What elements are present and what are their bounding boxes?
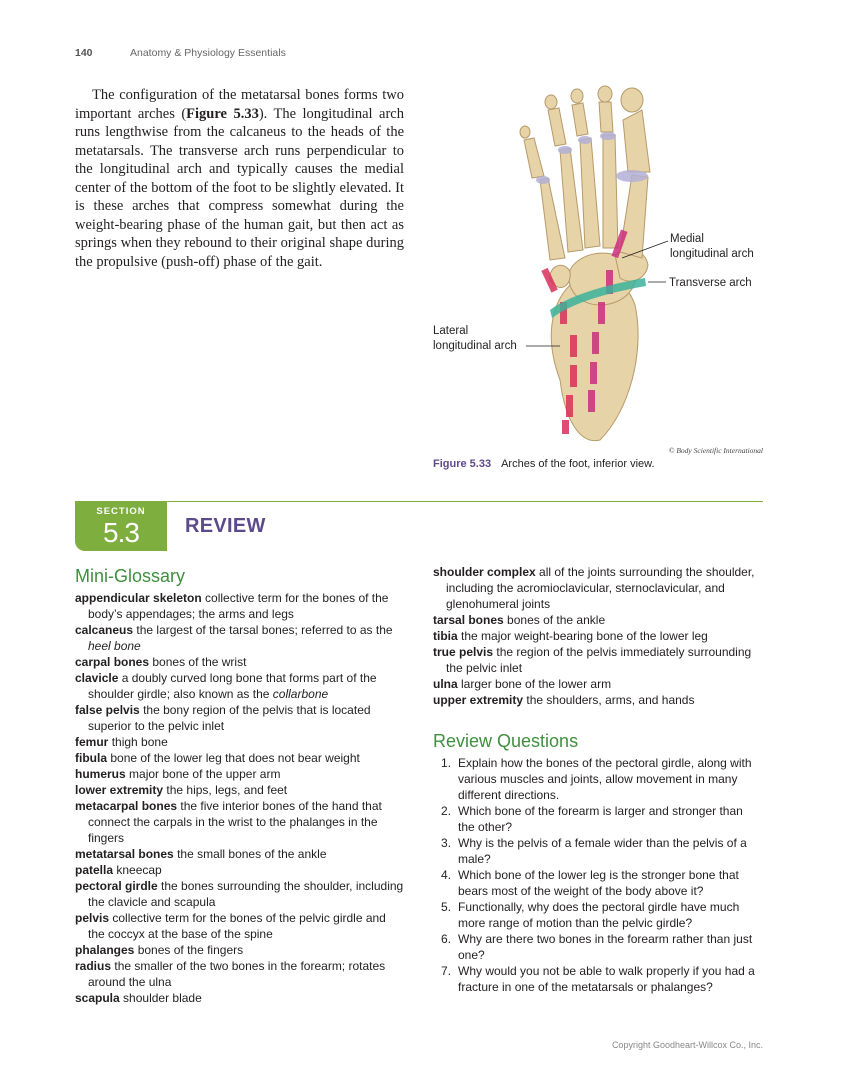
glossary-entry: [75, 862, 405, 878]
question-text: Explain how the bones of the pectoral girdle, along with various muscles and joints, allow movement in many different directions.: [458, 756, 752, 802]
glossary-term: pectoral girdle: [75, 879, 158, 893]
question-number: 2.: [441, 804, 452, 818]
glossary-definition: a doubly curved long bone that forms part of the shoulder girdle; also known as the: [88, 671, 377, 701]
glossary-definition: the largest of the tarsal bones; referred to as the: [136, 623, 393, 637]
glossary-entry: [75, 654, 405, 670]
glossary-entry: [75, 958, 405, 990]
glossary-definition: kneecap: [116, 863, 162, 877]
glossary-term: true pelvis: [433, 645, 494, 659]
glossary-term: femur: [75, 735, 109, 749]
figure-reference: Figure 5.33: [186, 105, 259, 122]
glossary-entry: [75, 622, 405, 654]
glossary-entry: [433, 692, 766, 708]
lateral-arch-label: Lateral longitudinal arch: [433, 325, 517, 352]
glossary-definition: all of the joints surrounding the shoulder, including the acromioclavicular, sternoclavicular, and glenohumeral joints: [446, 565, 755, 611]
glossary-definition: the shoulders, arms, and hands: [526, 693, 695, 707]
glossary-entry: [75, 910, 405, 942]
question-number: 6.: [441, 932, 452, 946]
glossary-entry: [433, 676, 766, 692]
review-question: [433, 803, 758, 835]
glossary-entry: [433, 612, 766, 628]
glossary-term: upper extremity: [433, 693, 524, 707]
glossary-entry: [75, 734, 405, 750]
question-text: Which bone of the forearm is larger and stronger than the other?: [458, 804, 743, 834]
glossary-entry: [433, 628, 766, 644]
glossary-entry: [75, 590, 405, 622]
glossary-emphasis: collarbone: [272, 687, 329, 701]
question-text: Which bone of the lower leg is the stronger bone that bears most of the weight of the body above it?: [458, 868, 739, 898]
glossary-term: phalanges: [75, 943, 135, 957]
glossary-term: clavicle: [75, 671, 119, 685]
running-header-title: Anatomy & Physiology Essentials: [130, 47, 286, 59]
question-number: 1.: [441, 756, 452, 770]
glossary-term: metatarsal bones: [75, 847, 174, 861]
review-questions-heading: Review Questions: [433, 731, 579, 751]
glossary-term: carpal bones: [75, 655, 150, 669]
review-question: [433, 755, 758, 803]
glossary-definition: shoulder blade: [123, 991, 202, 1005]
glossary-term: appendicular skeleton: [75, 591, 202, 605]
medial-arch-label: Medial longitudinal arch: [670, 233, 754, 260]
review-question: [433, 963, 758, 995]
review-question: [433, 899, 758, 931]
glossary-definition: collective term for the bones of the pelvic girdle and the coccyx at the base of the spine: [88, 911, 386, 941]
glossary-term: pelvis: [75, 911, 110, 925]
question-text: Functionally, why does the pectoral girdle have much more range of motion than the pelvic girdle?: [458, 900, 740, 930]
section-number: 5.3: [103, 517, 139, 548]
glossary-definition: bone of the lower leg that does not bear weight: [110, 751, 360, 765]
glossary-definition: the five interior bones of the hand that connect the carpals in the wrist to the phalanges in the fingers: [88, 799, 382, 845]
intro-text-before: The configuration of the metatarsal bones forms two important arches (: [75, 87, 404, 122]
transverse-arch-label: Transverse arch: [669, 277, 752, 289]
glossary-entry: [75, 766, 405, 782]
question-number: 4.: [441, 868, 452, 882]
glossary-definition: the hips, legs, and feet: [166, 783, 288, 797]
glossary-definition: the smaller of the two bones in the forearm; rotates around the ulna: [88, 959, 386, 989]
question-text: Why is the pelvis of a female wider than the pelvis of a male?: [458, 836, 747, 866]
glossary-heading: Mini-Glossary: [75, 566, 186, 586]
caption-text: Arches of the foot, inferior view.: [501, 458, 655, 470]
review-question: [433, 867, 758, 899]
glossary-term: tarsal bones: [433, 613, 504, 627]
glossary-entry: [75, 782, 405, 798]
glossary-definition: bones of the fingers: [137, 943, 244, 957]
glossary-term: lower extremity: [75, 783, 164, 797]
glossary-entry: [433, 564, 766, 612]
glossary-entry: [75, 990, 405, 1006]
glossary-term: humerus: [75, 767, 126, 781]
glossary-term: shoulder complex: [433, 565, 536, 579]
glossary-entry: [75, 798, 405, 846]
glossary-definition: larger bone of the lower arm: [461, 677, 612, 691]
glossary-entry: [75, 750, 405, 766]
foot-arches-illustration: [420, 80, 765, 450]
glossary-term: ulna: [433, 677, 458, 691]
review-question: [433, 835, 758, 867]
glossary-term: radius: [75, 959, 112, 973]
glossary-definition: bones of the ankle: [507, 613, 606, 627]
glossary-definition: the bony region of the pelvis that is located superior to the pelvic inlet: [88, 703, 371, 733]
section-word: SECTION: [96, 506, 146, 517]
glossary-entry: [75, 846, 405, 862]
question-text: Why would you not be able to walk properly if you had a fracture in one of the metatarsals or phalanges?: [458, 964, 755, 994]
glossary-term: calcaneus: [75, 623, 134, 637]
glossary-term: tibia: [433, 629, 458, 643]
review-question: [433, 931, 758, 963]
glossary-definition: bones of the wrist: [152, 655, 247, 669]
question-number: 7.: [441, 964, 452, 978]
page-number: 140: [75, 47, 93, 59]
glossary-right-column: [433, 564, 766, 708]
glossary-entry: [75, 702, 405, 734]
glossary-definition: thigh bone: [111, 735, 168, 749]
glossary-entry: [433, 644, 766, 676]
copyright-notice: Copyright Goodheart-Willcox Co., Inc.: [611, 1040, 763, 1050]
glossary-entry: [75, 878, 405, 910]
intro-text-after: ). The longitudinal arch runs lengthwise from the calcaneus to the heads of the metatarsals. The transverse arch runs perpendicular to the longitudinal arch and typically causes the medial center of the bottom of the foot to be slightly elevated. It is these arches that compress somewhat during the weight-bearing phase of the human gait, but then act as springs when they rebound to their original shape during the propulsive (push-off) phase of the gait.: [75, 105, 404, 270]
section-title: REVIEW: [185, 515, 266, 537]
glossary-definition: major bone of the upper arm: [129, 767, 281, 781]
question-number: 5.: [441, 900, 452, 914]
glossary-term: metacarpal bones: [75, 799, 178, 813]
glossary-entry: [75, 942, 405, 958]
glossary-definition: collective term for the bones of the body’s appendages; the arms and legs: [88, 591, 389, 621]
section-divider: [167, 501, 763, 502]
glossary-definition: the region of the pelvis immediately surrounding the pelvic inlet: [446, 645, 752, 675]
glossary-term: scapula: [75, 991, 120, 1005]
review-questions-list: [433, 755, 758, 995]
glossary-definition: the major weight-bearing bone of the lower leg: [461, 629, 708, 643]
figure-number: Figure 5.33: [433, 458, 492, 470]
glossary-entry: [75, 670, 405, 702]
section-badge: [75, 501, 167, 551]
glossary-emphasis: heel bone: [88, 639, 141, 653]
figure-caption: [433, 458, 655, 470]
glossary-left-column: [75, 590, 405, 1006]
glossary-term: fibula: [75, 751, 107, 765]
question-number: 3.: [441, 836, 452, 850]
glossary-definition: the bones surrounding the shoulder, including the clavicle and scapula: [88, 879, 404, 909]
glossary-term: false pelvis: [75, 703, 140, 717]
image-credit: © Body Scientific International: [668, 446, 763, 455]
question-text: Why are there two bones in the forearm rather than just one?: [458, 932, 753, 962]
glossary-term: patella: [75, 863, 114, 877]
intro-paragraph: [75, 86, 404, 271]
glossary-definition: the small bones of the ankle: [177, 847, 327, 861]
